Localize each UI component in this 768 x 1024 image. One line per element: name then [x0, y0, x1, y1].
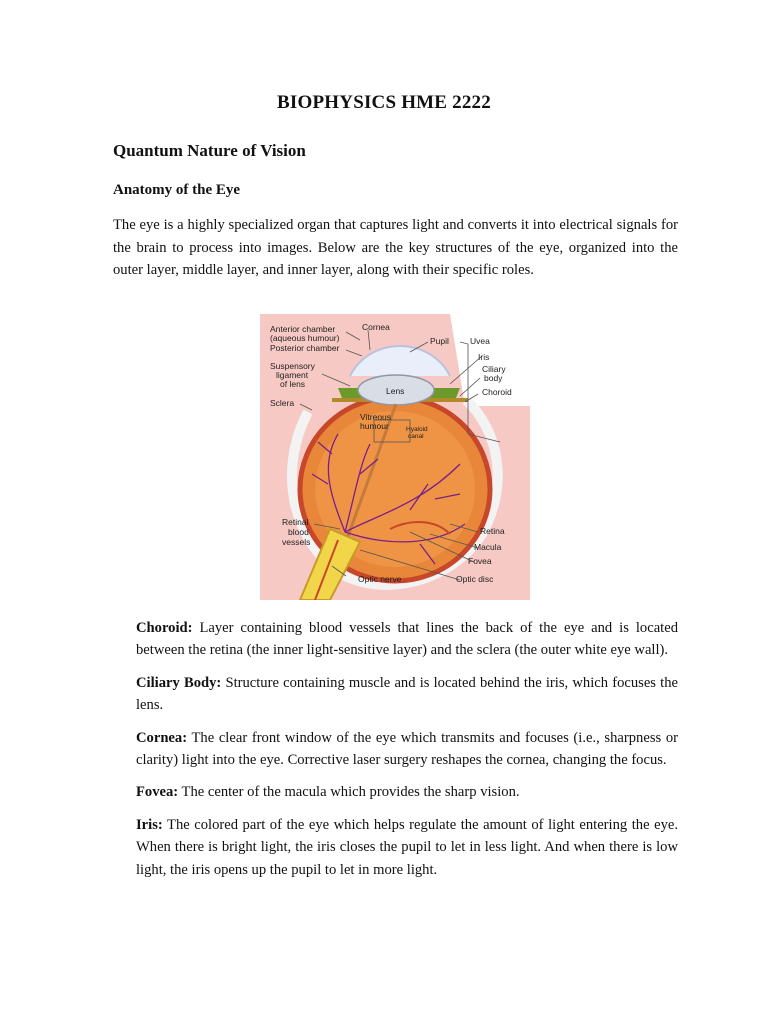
course-title: BIOPHYSICS HME 2222 [277, 92, 491, 113]
label-pupil: Pupil [430, 336, 449, 346]
label-suspensory: Suspensory [270, 361, 315, 371]
label-optic-disc: Optic disc [456, 574, 494, 584]
label-cornea: Cornea [362, 322, 390, 332]
definition-text: Structure containing muscle and is located behind the iris, which focuses the lens. [136, 674, 678, 714]
label-uvea: Uvea [470, 336, 490, 346]
label-aqueous-humour: (aqueous humour) [270, 333, 340, 343]
intro-paragraph: The eye is a highly specialized organ that captures light and converts it into electrical signals for the brain to process into images. Below are the key structures of the eye, organized into the outer layer, middle layer, and inner layer, along with their specific roles. [113, 217, 678, 279]
eye-anatomy-figure [260, 314, 530, 600]
definition-iris [136, 814, 678, 881]
definition-term: Fovea: [136, 784, 179, 801]
label-retinal: Retinal [282, 517, 309, 527]
label-body: body [484, 373, 503, 383]
definition-text: The center of the macula which provides the sharp vision. [178, 784, 520, 801]
label-of-lens: of lens [280, 379, 306, 389]
definitions-list [136, 617, 678, 891]
label-hyaloid: Hyaloid [406, 426, 428, 433]
label-vessels: vessels [282, 537, 311, 547]
definition-term: Choroid: [136, 620, 193, 636]
subsection-title: Anatomy of the Eye [113, 182, 241, 198]
label-macula: Macula [474, 542, 502, 552]
definition-cornea [136, 727, 678, 772]
label-anterior-chamber: Anterior chamber [270, 324, 336, 334]
definition-text: The colored part of the eye which helps regulate the amount of light entering the eye. When there is bright light, the iris closes the pupil to let in less light. And when there is low light, the iris opens up the pupil to let in more light. [136, 816, 678, 878]
label-ciliary: Ciliary [482, 364, 506, 374]
label-humour: humour [360, 421, 389, 431]
label-optic-nerve: Optic nerve [358, 574, 402, 584]
label-canal: canal [408, 433, 424, 440]
label-retina: Retina [480, 526, 505, 536]
label-fovea: Fovea [468, 556, 492, 566]
section-title: Quantum Nature of Vision [113, 141, 306, 160]
label-sclera: Sclera [270, 398, 295, 408]
definition-text: The clear front window of the eye which transmits and focuses (i.e., sharpness or clarity) light into the eye. Corrective laser surgery reshapes the cornea, changing the focus. [136, 729, 678, 769]
label-blood: blood [288, 527, 309, 537]
label-ligament: ligament [276, 370, 309, 380]
definition-term: Iris: [136, 816, 163, 833]
definition-fovea [136, 781, 678, 803]
definition-text: Layer containing blood vessels that lines the back of the eye and is located between the retina (the inner light-sensitive layer) and the sclera (the outer white eye wall). [136, 620, 678, 659]
eye-diagram [260, 314, 530, 600]
definition-term: Ciliary Body: [136, 674, 222, 691]
label-posterior-chamber: Posterior chamber [270, 343, 340, 353]
definition-term: Cornea: [136, 729, 188, 746]
label-iris: Iris [478, 352, 490, 362]
definition-choroid [136, 617, 678, 662]
definition-ciliary-body [136, 672, 678, 717]
label-choroid: Choroid [482, 387, 512, 397]
label-vitreous: Vitreous [360, 412, 392, 422]
label-lens: Lens [386, 386, 405, 396]
